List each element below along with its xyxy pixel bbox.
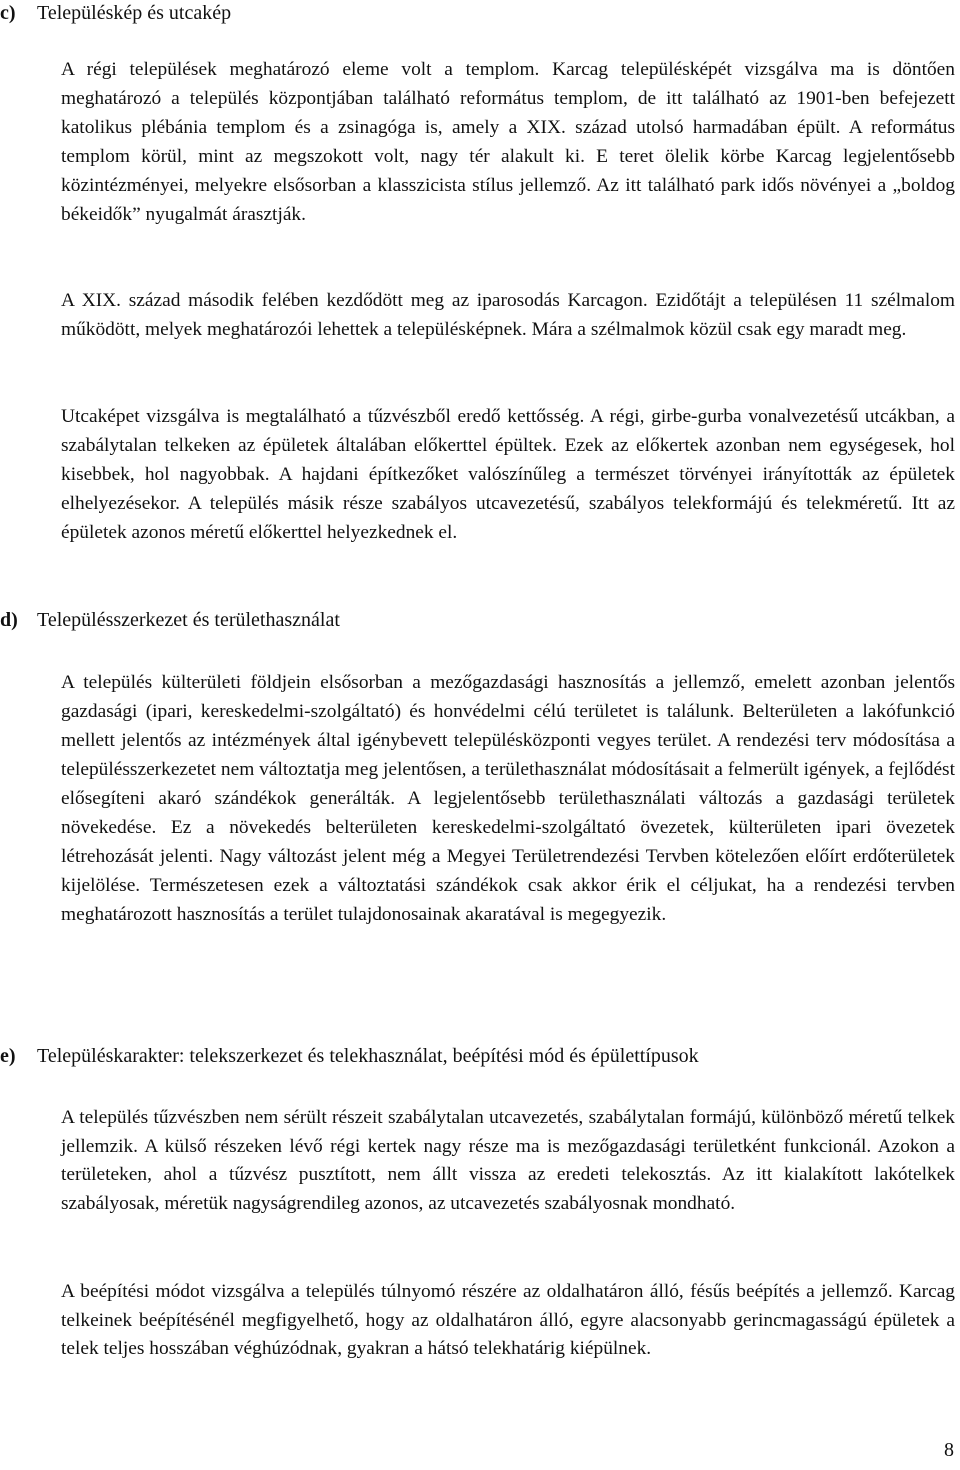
page-number: 8 bbox=[944, 1439, 954, 1461]
section-e-heading bbox=[0, 1044, 699, 1068]
section-d-title: Településszerkezet és területhasználat bbox=[37, 609, 340, 631]
section-e-title: Településkarakter: telekszerkezet és telekhasználat, beépítési mód és épülettípusok bbox=[37, 1045, 699, 1067]
section-d-heading bbox=[0, 608, 340, 632]
section-c-letter: c) bbox=[0, 2, 16, 24]
section-c-title: Településkép és utcakép bbox=[37, 2, 232, 24]
section-e-paragraph-2: A beépítési módot vizsgálva a település túlnyomó részére az oldalhatáron álló, fésűs beépítés a jellemző. Karcag telkeinek beépítésénél megfigyelhető, hogy az oldalhatáron álló, egyre alacsonyabb gerincmagasságú épületek a telek teljes hosszában véghúzódnak, gyakran a hátsó telekhatárig kiépülnek. bbox=[61, 1281, 955, 1359]
section-e-paragraph-1: A település tűzvészben nem sérült részeit szabálytalan utcavezetés, szabálytalan formájú, különböző méretű telkek jellemzik. A külső részeken lévő régi kertek nagy része ma is mezőgazdasági területként funkcionál. Azokon a területeken, ahol a tűzvész pusztított, nem állt vissza az eredeti telekosztás. Az itt kialakított lakótelkek szabályosak, méretük nagyságrendileg azonos, az utcavezetés szabályosnak mondható. bbox=[61, 1107, 955, 1214]
section-d-letter: d) bbox=[0, 609, 18, 631]
section-d-paragraph-1: A település külterületi földjein elsősorban a mezőgazdasági hasznosítás a jellemző, emelett azonban jelentős gazdasági (ipari, kereskedelmi-szolgáltató) és honvédelmi célú területet is találunk. Belterületen a lakófunkció mellett jelentős az intézmények által igénybevett településközponti vegyes terület. A rendezési terv módosítása a településszerkezetet nem változtatja meg jelentősen, a területhasználat módosításait a felmerült igények, a fejlődést elősegíteni akaró szándékok generálták. A legjelentősebb területhasználati változás a gazdasági területek növekedése. Ez a növekedés belterületen kereskedelmi-szolgáltató övezetek, külterületen ipari övezetek létrehozását jelenti. Nagy változást jelent még a Megyei Területrendezési Tervben kötelezően előírt erdőterületek kijelölése. Természetesen ezek a változtatási szándékok csak akkor érik el céljukat, ha a rendezési tervben meghatározott hasznosítás a terület tulajdonosainak akaratával is megegyezik. bbox=[61, 672, 955, 925]
section-c-paragraph-1: A régi települések meghatározó eleme volt a templom. Karcag településképét vizsgálva ma is döntően meghatározó a település központjában található református templom, de itt található az 1901-ben befejezett katolikus plébánia templom és a zsinagóga is, amely a XIX. század utolsó harmadában épült. A református templom körül, mint az megszokott volt, nagy tér alakult ki. E teret ölelik körbe Karcag legjelentősebb közintézményei, melyekre elsősorban a klasszicista stílus jellemző. Az itt található park idős növényei a „boldog békeidők” nyugalmát árasztják. bbox=[61, 59, 955, 225]
section-c-paragraph-2: A XIX. század második felében kezdődött meg az iparosodás Karcagon. Ezidőtájt a településen 11 szélmalom működött, melyek meghatározói lehettek a településképnek. Mára a szélmalmok közül csak egy maradt meg. bbox=[61, 290, 955, 340]
section-c-heading bbox=[0, 1, 231, 25]
section-c-paragraph-3: Utcaképet vizsgálva is megtalálható a tűzvészből eredő kettősség. A régi, girbe-gurba vonalvezetésű utcákban, a szabálytalan telkeken az épületek általában előkerttel épültek. Ezek az előkertek azonban nem egységesek, hol kisebbek, hol nagyobbak. A hajdani építkezőket valószínűleg a természet törvényei irányították az épületek elhelyezésekor. A település másik része szabályos utcavezetésű, szabályos telekformájú és telekméretű. Itt az épületek azonos méretű előkerttel helyezkednek el. bbox=[61, 406, 955, 543]
section-e-letter: e) bbox=[0, 1045, 16, 1067]
